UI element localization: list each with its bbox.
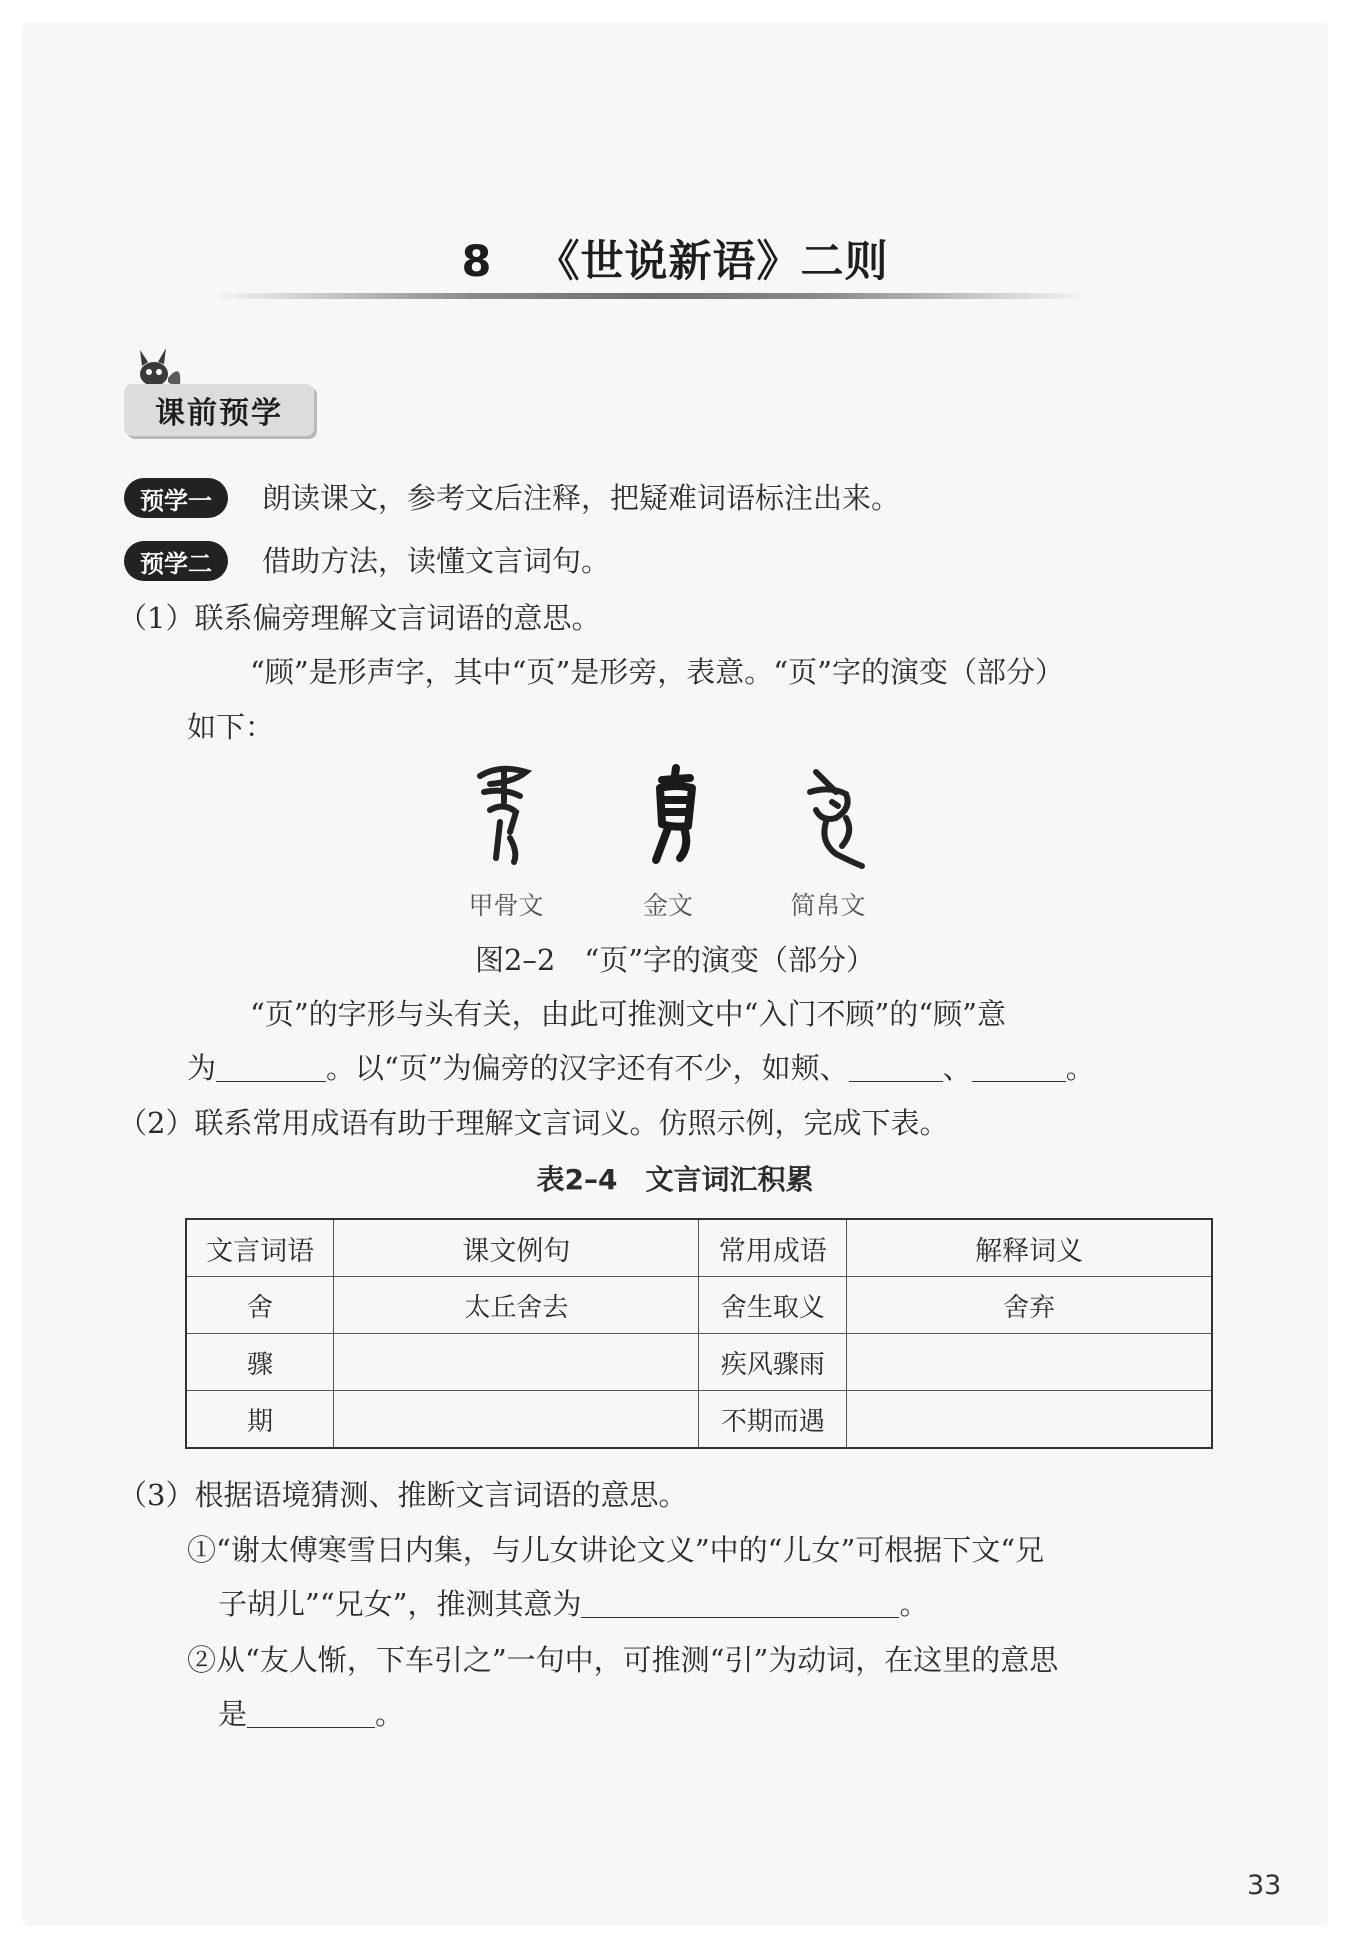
section-badge: 课前预学 bbox=[124, 384, 314, 436]
table-cell: 太丘舍去 bbox=[334, 1277, 699, 1334]
vocabulary-table bbox=[185, 1218, 1213, 1449]
table-cell: 舍弃 bbox=[847, 1277, 1212, 1334]
table-header-row bbox=[186, 1219, 1212, 1277]
table-cell: 不期而遇 bbox=[699, 1391, 847, 1449]
question1-line1: ①“谢太傅寒雪日内集，与儿女讲论文义”中的“儿女”可根据下文“兄 bbox=[187, 1533, 1045, 1567]
answer-cell[interactable] bbox=[847, 1334, 1212, 1391]
part2-heading: （2）联系常用成语有助于理解文言词义。仿照示例，完成下表。 bbox=[118, 1106, 949, 1140]
part3-heading: （3）根据语境猜测、推断文言词语的意思。 bbox=[118, 1478, 688, 1512]
question1-prefix: 子胡儿”“兄女”，推测其意为 bbox=[218, 1587, 582, 1621]
question2-line2 bbox=[218, 1694, 404, 1734]
table-cell: 舍 bbox=[186, 1277, 334, 1334]
column-header: 解释词义 bbox=[847, 1219, 1212, 1277]
task-text-2: 借助方法，读懂文言词句。 bbox=[262, 544, 611, 578]
inference-prefix: 为 bbox=[187, 1051, 217, 1085]
inference-separator: 、 bbox=[942, 1051, 972, 1085]
part1-paragraph-line1: “顾”是形声字，其中“页”是形旁，表意。“页”字的演变（部分） bbox=[250, 655, 1064, 689]
figure-caption: 图2–2 “页”字的演变（部分） bbox=[474, 943, 876, 977]
question2-prefix: 是 bbox=[218, 1697, 248, 1731]
table-cell: 骤 bbox=[186, 1334, 334, 1391]
column-header: 常用成语 bbox=[699, 1219, 847, 1277]
glyph-label-bamboo: 简帛文 bbox=[790, 891, 866, 920]
page-number: 33 bbox=[1247, 1870, 1282, 1901]
table-row bbox=[186, 1277, 1212, 1334]
table-title: 表2–4 文言词汇积累 bbox=[536, 1163, 814, 1196]
column-header: 文言词语 bbox=[186, 1219, 334, 1277]
inference-end: 。 bbox=[1065, 1051, 1095, 1085]
part1-inference-line1: “页”的字形与头有关，由此可推测文中“入门不顾”的“顾”意 bbox=[250, 997, 1006, 1031]
question2-answer-blank[interactable] bbox=[247, 1697, 375, 1728]
table-cell: 期 bbox=[186, 1391, 334, 1449]
task-text-1: 朗读课文，参考文后注释，把疑难词语标注出来。 bbox=[262, 481, 901, 515]
bronze-inscription-glyph-icon bbox=[640, 762, 710, 872]
part1-paragraph-line2: 如下： bbox=[187, 710, 275, 744]
meaning-blank[interactable] bbox=[216, 1051, 326, 1082]
bamboo-silk-glyph-icon bbox=[796, 762, 876, 872]
oracle-bone-glyph-icon bbox=[470, 762, 540, 872]
question1-line2 bbox=[218, 1584, 929, 1624]
inference-middle: 。以“页”为偏旁的汉字还有不少，如颊、 bbox=[326, 1051, 849, 1085]
answer-cell[interactable] bbox=[334, 1391, 699, 1449]
part1-inference-line2 bbox=[187, 1048, 1095, 1088]
table-row bbox=[186, 1391, 1212, 1449]
answer-cell[interactable] bbox=[847, 1391, 1212, 1449]
question2-end: 。 bbox=[375, 1697, 405, 1731]
lesson-title-text: 《世说新语》二则 bbox=[536, 237, 889, 287]
answer-cell[interactable] bbox=[334, 1334, 699, 1391]
radical-char-blank-1[interactable] bbox=[849, 1051, 943, 1082]
lesson-number: 8 bbox=[461, 237, 493, 287]
table-row bbox=[186, 1334, 1212, 1391]
question1-answer-blank[interactable] bbox=[581, 1587, 899, 1618]
part1-heading: （1）联系偏旁理解文言词语的意思。 bbox=[118, 601, 601, 635]
glyph-label-bronze: 金文 bbox=[642, 891, 693, 920]
question1-end: 。 bbox=[899, 1587, 929, 1621]
radical-char-blank-2[interactable] bbox=[972, 1051, 1066, 1082]
column-header: 课文例句 bbox=[334, 1219, 699, 1277]
task-tag-1: 预学一 bbox=[124, 478, 228, 518]
title-underline bbox=[210, 293, 1090, 299]
task-tag-2: 预学二 bbox=[124, 541, 228, 581]
table-cell: 疾风骤雨 bbox=[699, 1334, 847, 1391]
question2-line1: ②从“友人惭，下车引之”一句中，可推测“引”为动词，在这里的意思 bbox=[187, 1643, 1059, 1677]
lesson-title bbox=[0, 228, 1350, 289]
table-cell: 舍生取义 bbox=[699, 1277, 847, 1334]
glyph-label-oracle: 甲骨文 bbox=[468, 891, 544, 920]
